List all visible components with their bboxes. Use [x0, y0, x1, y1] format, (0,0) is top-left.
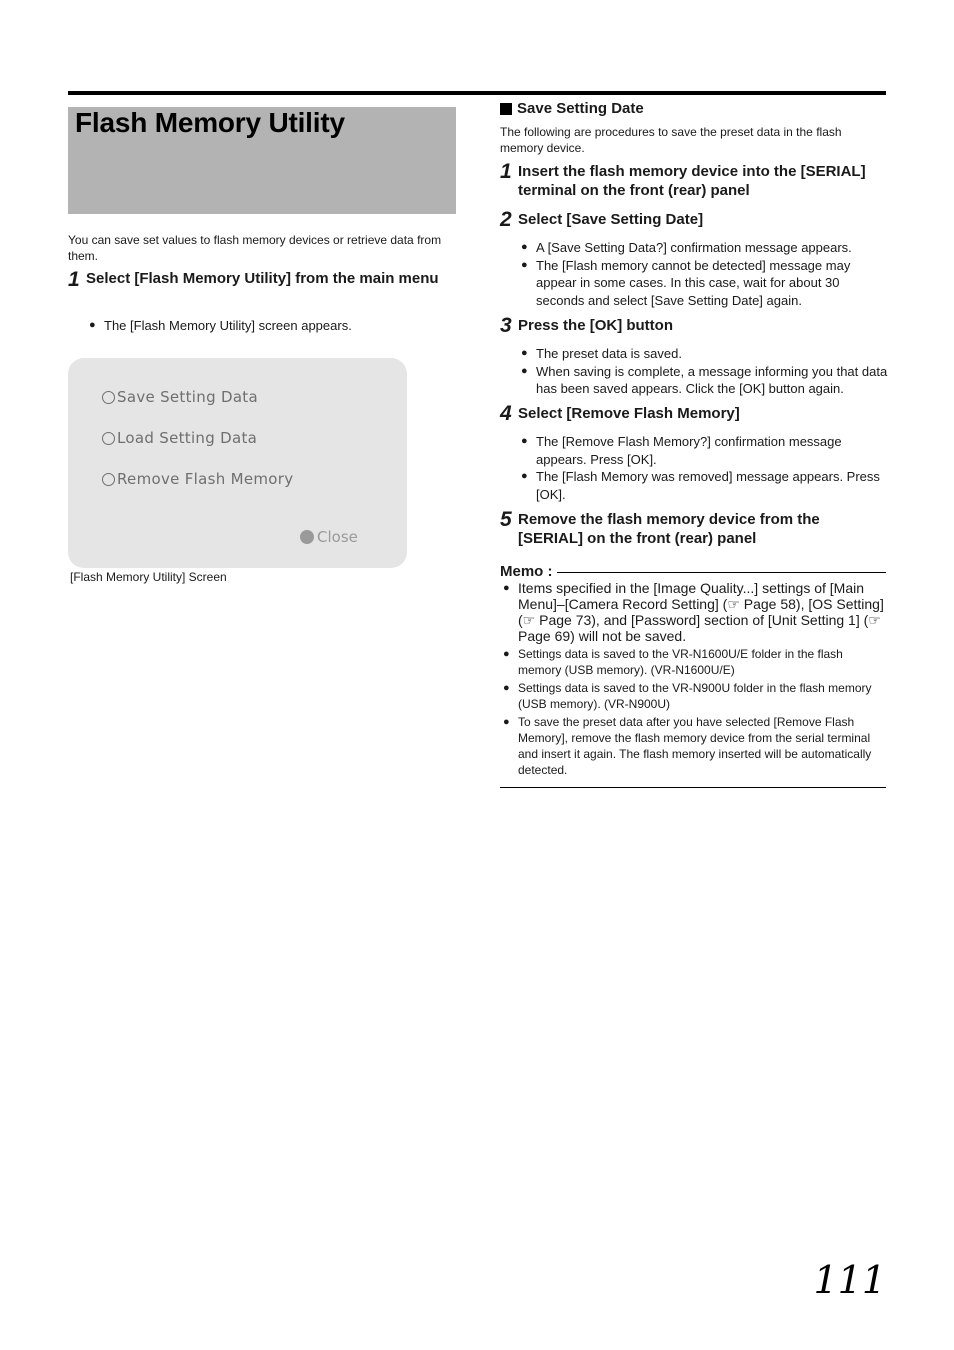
bullet-icon: ● — [521, 364, 528, 377]
memo-list — [500, 580, 886, 778]
flash-memory-utility-screen — [68, 358, 407, 568]
bullet-icon: ● — [521, 258, 528, 271]
step-number: 1 — [500, 160, 512, 183]
close-button[interactable]: Close — [300, 528, 358, 546]
bullet-item: ● The [Flash Memory was removed] message appears. Press [OK]. — [521, 469, 880, 502]
step-title: Remove the flash memory device from the [SERIAL] on the front (rear) panel — [518, 511, 820, 547]
filled-circle-icon — [300, 530, 314, 544]
step-number: 2 — [500, 208, 512, 231]
step-number: 4 — [500, 402, 512, 425]
memo-rule — [556, 572, 886, 573]
right-step-2-bullets — [518, 239, 888, 309]
page-number: 111 — [813, 1258, 886, 1302]
bullet-item: ● The [Flash memory cannot be detected] message may appear in some cases. In this case, wait for about 30 seconds and select [Save Setting Date] again. — [521, 257, 851, 308]
bullet-item: ● A [Save Setting Data?] confirmation message appears. — [521, 240, 852, 255]
bullet-icon: ● — [521, 347, 528, 359]
step-title: Select [Remove Flash Memory] — [518, 405, 740, 422]
section-intro: The following are procedures to save the preset data in the flash memory device. — [500, 125, 842, 155]
bullet-item: ● The [Remove Flash Memory?] confirmation message appears. Press [OK]. — [521, 434, 842, 467]
step-number: 5 — [500, 508, 512, 531]
bullet-icon: ● — [503, 582, 510, 594]
load-setting-data-option[interactable]: Load Setting Data — [102, 429, 257, 447]
bullet-icon: ● — [521, 435, 528, 447]
step-title: Press the [OK] button — [518, 317, 674, 334]
radio-ring-icon — [102, 473, 115, 486]
remove-flash-memory-option[interactable]: Remove Flash Memory — [102, 470, 293, 488]
right-step-3-bullets — [518, 345, 888, 398]
right-step-2 — [500, 210, 886, 229]
step-number: 1 — [68, 268, 80, 291]
title-box — [68, 107, 456, 214]
section-heading: Save Setting Date — [500, 100, 644, 117]
bullet-icon: ● — [503, 716, 510, 728]
memo-item: ● Settings data is saved to the VR-N900U folder in the flash memory (USB memory). (VR-N900U) — [503, 681, 872, 711]
left-step-bullets — [86, 317, 456, 335]
step-title: Select [Save Setting Date] — [518, 211, 704, 228]
left-step-1 — [68, 268, 448, 291]
step-title: Select [Flash Memory Utility] from the main menu — [86, 270, 439, 287]
bullet-item: ● The [Flash Memory Utility] screen appears. — [89, 318, 352, 333]
right-step-4 — [500, 404, 886, 423]
bullet-icon: ● — [503, 682, 510, 694]
intro-text: You can save set values to flash memory devices or retrieve data from them. — [68, 233, 442, 263]
black-square-icon — [500, 103, 512, 115]
bullet-icon: ● — [521, 241, 528, 253]
bullet-icon: ● — [503, 648, 510, 660]
bullet-icon: ● — [521, 470, 528, 482]
memo-item: ● Items specified in the [Image Quality...] settings of [Main Menu]–[Camera Record Setting] (☞ Page 58), [OS Setting](☞ Page 73), and [Password] section of [Unit Setting 1] (☞ Page 69) will not be saved. — [503, 580, 884, 644]
right-step-3 — [500, 316, 886, 335]
radio-ring-icon — [102, 391, 115, 404]
screen-caption: [Flash Memory Utility] Screen — [70, 570, 227, 584]
step-title: Insert the flash memory device into the [SERIAL] terminal on the front (rear) panel — [518, 163, 866, 199]
right-step-4-bullets — [518, 433, 888, 503]
right-step-5 — [500, 510, 886, 548]
top-rule — [68, 91, 886, 95]
save-setting-data-option[interactable]: Save Setting Data — [102, 388, 258, 406]
bullet-icon: ● — [89, 319, 96, 331]
memo-label: Memo : — [500, 563, 557, 580]
memo-bottom-rule — [500, 787, 886, 788]
right-step-1 — [500, 162, 886, 200]
page-title: Flash Memory Utility — [75, 107, 345, 138]
radio-ring-icon — [102, 432, 115, 445]
memo-item: ● To save the preset data after you have selected [Remove Flash Memory], remove the flash memory device from the serial terminal and insert it again. The flash memory inserted will be automatically detected. — [503, 715, 872, 777]
memo-item: ● Settings data is saved to the VR-N1600U/E folder in the flash memory (USB memory). (VR-N1600U/E) — [503, 647, 843, 677]
step-number: 3 — [500, 314, 512, 337]
bullet-item: ● The preset data is saved. — [521, 346, 682, 361]
bullet-item: ● When saving is complete, a message informing you that data has been saved appears. Click the [OK] button again. — [521, 363, 888, 396]
